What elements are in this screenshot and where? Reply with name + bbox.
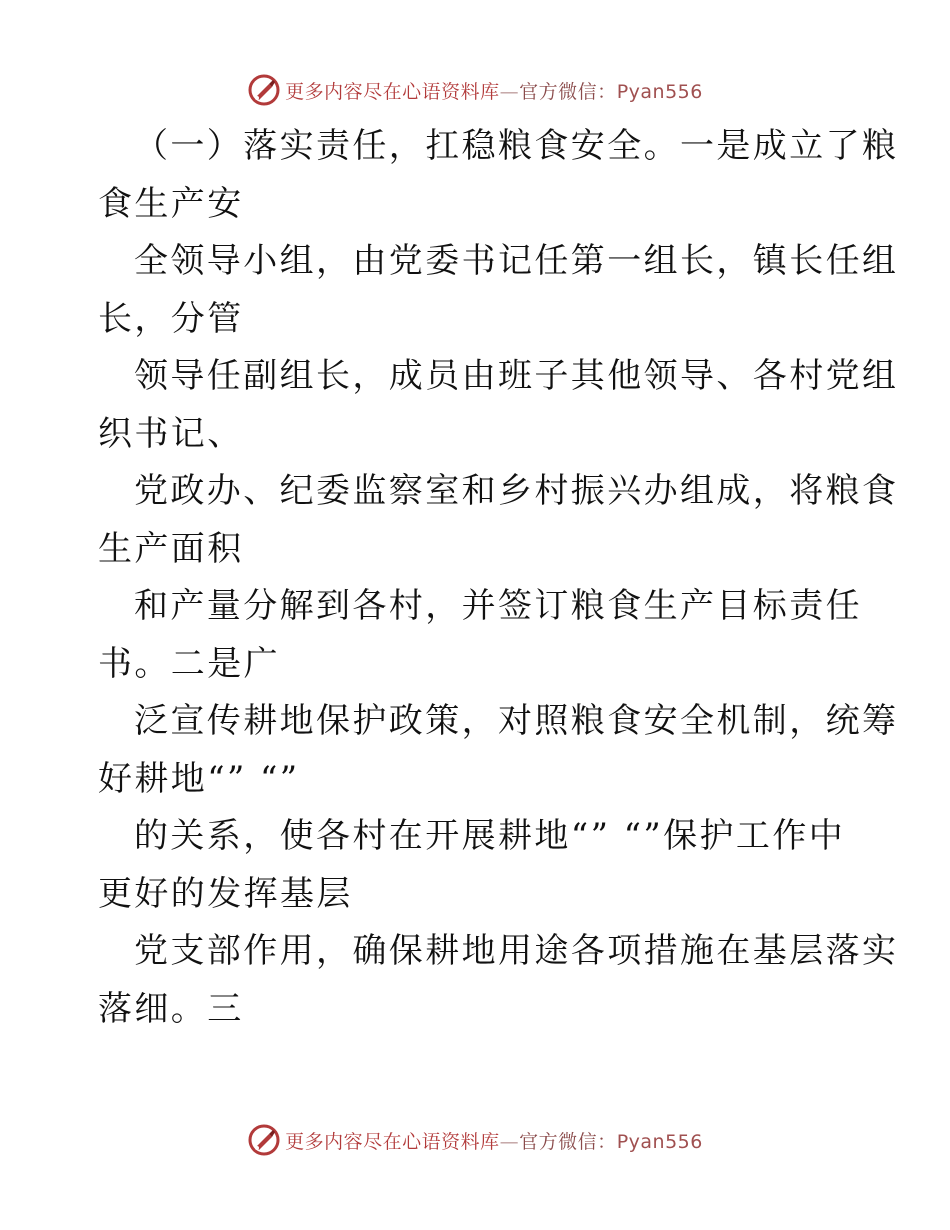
body-line: 领导任副组长，成员由班子其他领导、各村党组 xyxy=(134,356,899,396)
header-banner-separator: — xyxy=(499,80,520,103)
body-line: 落细。三 xyxy=(98,988,244,1029)
footer-banner-main: 更多内容尽在心语资料库 xyxy=(285,1130,500,1153)
body-line: 泛宣传耕地保护政策，对照粮食安全机制，统筹 xyxy=(134,701,899,741)
document-body xyxy=(98,118,899,1038)
body-line: 织书记、 xyxy=(98,413,244,454)
header-banner-sub: 官方微信： xyxy=(519,80,617,103)
body-line: 生产面积 xyxy=(98,528,244,569)
body-line: 党支部作用，确保耕地用途各项措施在基层落实 xyxy=(134,931,899,971)
footer-banner-sub: 官方微信： xyxy=(519,1130,617,1153)
footer-banner-text xyxy=(285,1127,703,1154)
footer-banner-id: Pyan556 xyxy=(616,1130,703,1153)
pen-logo-icon xyxy=(247,73,281,107)
body-line: 和产量分解到各村，并签订粮食生产目标责任 xyxy=(134,586,862,626)
body-line: 的关系，使各村在开展耕地“” “”保护工作中 xyxy=(134,816,846,856)
header-banner-main: 更多内容尽在心语资料库 xyxy=(285,80,500,103)
body-line: 全领导小组，由党委书记任第一组长，镇长任组 xyxy=(134,241,899,281)
body-line: 书。二是广 xyxy=(98,643,280,684)
body-line: （一）落实责任，扛稳粮食安全。一是成立了粮 xyxy=(134,126,899,166)
header-banner-text xyxy=(285,77,703,104)
body-line: 党政办、纪委监察室和乡村振兴办组成，将粮食 xyxy=(134,471,899,511)
body-line: 长，分管 xyxy=(98,298,244,339)
header-banner-id: Pyan556 xyxy=(616,80,703,103)
body-line: 更好的发挥基层 xyxy=(98,873,353,914)
footer-watermark-banner xyxy=(0,1120,950,1160)
pen-logo-icon xyxy=(247,1123,281,1157)
header-watermark-banner xyxy=(0,70,950,110)
footer-banner-separator: — xyxy=(499,1130,520,1153)
body-line: 食生产安 xyxy=(98,183,244,224)
body-line: 好耕地“” “” xyxy=(98,758,300,799)
